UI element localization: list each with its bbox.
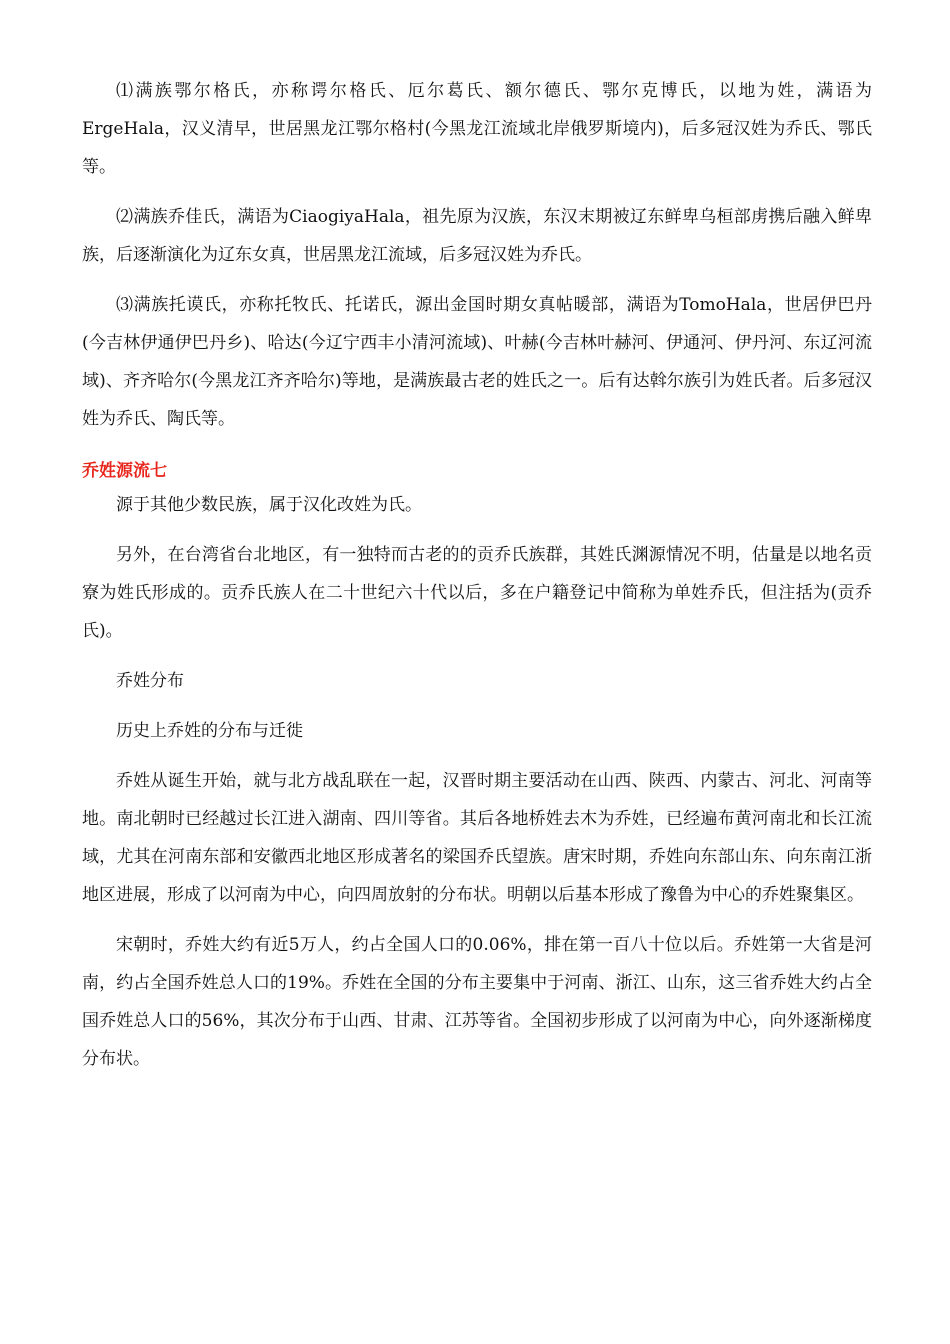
- spacer: [82, 524, 872, 536]
- paragraph-origin-minority: 源于其他少数民族，属于汉化改姓为氏。: [116, 495, 422, 515]
- paragraph-history: 乔姓从诞生开始，就与北方战乱联在一起，汉晋时期主要活动在山西、陕西、内蒙古、河北、河南等地。南北朝时已经越过长江进入湖南、四川等省。其后各地桥姓去木为乔姓，已经遍布黄河南北和长江流域，尤其在河南东部和安徽西北地区形成著名的梁国乔氏望族。唐宋时期，乔姓向东部山东、向东南江浙地区进展，形成了以河南为中心，向四周放射的分布状。明朝以后基本形成了豫鲁为中心的乔姓聚集区。: [82, 771, 872, 905]
- paragraph-song-dynasty: 宋朝时，乔姓大约有近5万人，约占全国人口的0.06%，排在第一百八十位以后。乔姓第一大省是河南，约占全国乔姓总人口的19%。乔姓在全国的分布主要集中于河南、浙江、山东，这三省乔姓大约占全国乔姓总人口的56%，其次分布于山西、甘肃、江苏等省。全国初步形成了以河南为中心，向外逐渐梯度分布状。: [82, 935, 872, 1069]
- spacer: [82, 914, 872, 926]
- paragraph-tuomoshi: ⑶满族托谟氏，亦称托牧氏、托诺氏，源出金国时期女真帖暖部，满语为TomoHala，世居伊巴丹(今吉林伊通伊巴丹乡)、哈达(今辽宁西丰小清河流域)、叶赫(今吉林叶赫河、伊通河、伊丹河、东辽河流域)、齐齐哈尔(今黑龙江齐齐哈尔)等地，是满族最古老的姓氏之一。后有达斡尔族引为姓氏者。后多冠汉姓为乔氏、陶氏等。: [82, 295, 872, 429]
- paragraph-ergeshi: ⑴满族鄂尔格氏，亦称谔尔格氏、厄尔葛氏、额尔德氏、鄂尔克博氏，以地为姓，满语为ErgeHala，汉义清早，世居黑龙江鄂尔格村(今黑龙江流域北岸俄罗斯境内)，后多冠汉姓为乔氏、鄂氏等。: [82, 81, 872, 177]
- document-page: [82, 72, 872, 1078]
- spacer: [82, 700, 872, 712]
- spacer: [82, 274, 872, 286]
- spacer: [82, 438, 872, 450]
- spacer: [82, 750, 872, 762]
- section-heading: 乔姓源流七: [82, 461, 167, 481]
- subheading-distribution: 乔姓分布: [116, 671, 184, 691]
- subheading-history-migration: 历史上乔姓的分布与迁徙: [116, 721, 303, 741]
- paragraph-gongqiao: 另外，在台湾省台北地区，有一独特而古老的的贡乔氏族群，其姓氏渊源情况不明，估量是以地名贡寮为姓氏形成的。贡乔氏族人在二十世纪六十代以后，多在户籍登记中简称为单姓乔氏，但注括为(贡乔氏)。: [82, 545, 872, 641]
- spacer: [82, 650, 872, 662]
- spacer: [82, 186, 872, 198]
- paragraph-qiaojiashi: ⑵满族乔佳氏，满语为CiaogiyaHala，祖先原为汉族，东汉末期被辽东鲜卑乌桓部虏携后融入鲜卑族，后逐渐演化为辽东女真，世居黑龙江流域，后多冠汉姓为乔氏。: [82, 207, 872, 265]
